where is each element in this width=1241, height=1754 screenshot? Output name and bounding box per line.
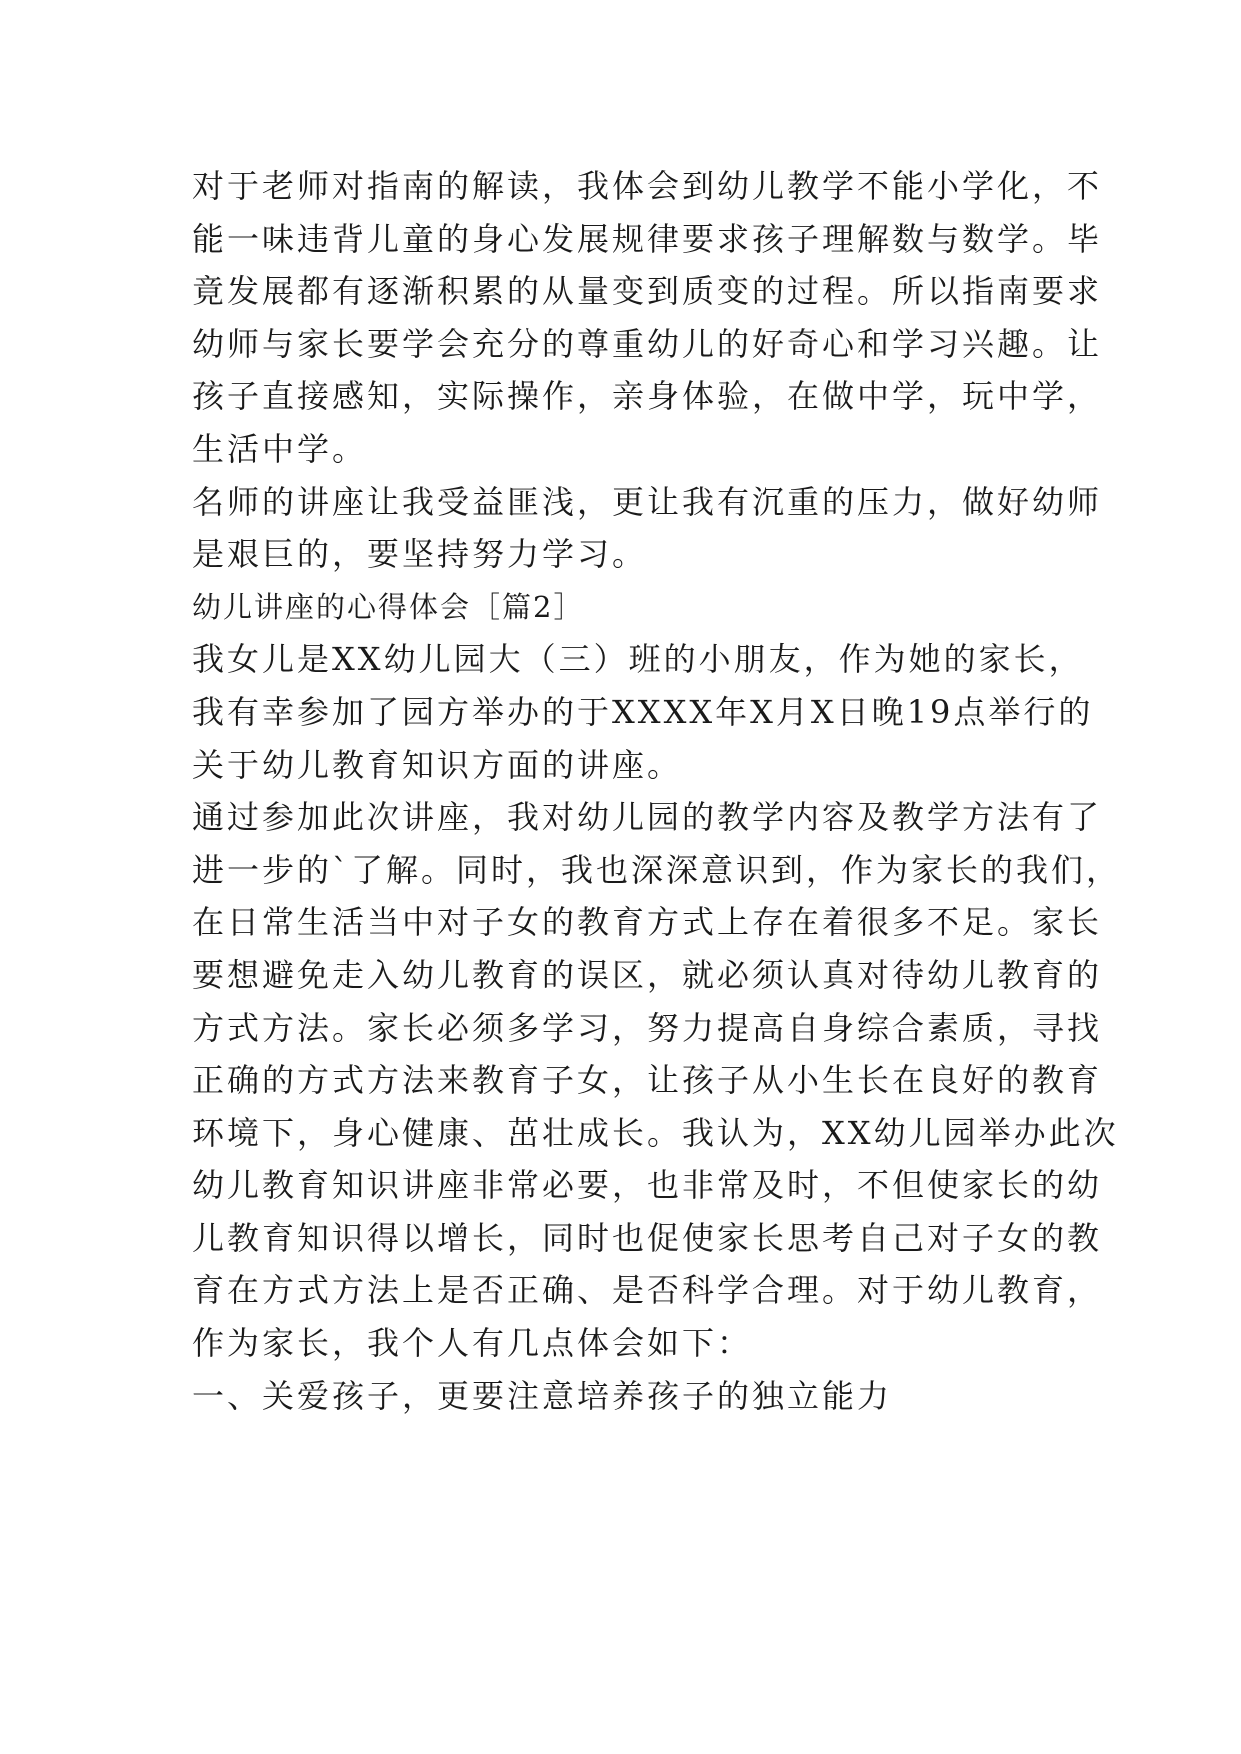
paragraph-line: 通过参加此次讲座，我对幼儿园的教学内容及教学方法有了 <box>192 798 1103 837</box>
paragraph-line: 进一步的`了解。同时，我也深深意识到，作为家长的我们， <box>192 850 1122 889</box>
paragraph-line: 育在方式方法上是否正确、是否科学合理。对于幼儿教育， <box>192 1271 1103 1310</box>
paragraph-line: 在日常生活当中对子女的教育方式上存在着很多不足。家长 <box>192 903 1103 942</box>
paragraph-line: 对于老师对指南的解读，我体会到幼儿教学不能小学化，不 <box>192 167 1103 205</box>
paragraph-line: 正确的方式方法来教育子女，让孩子从小生长在良好的教育 <box>192 1061 1103 1100</box>
paragraph-line: 能一味违背儿童的身心发展规律要求孩子理解数与数学。毕 <box>192 219 1103 258</box>
paragraph-line: 孩子直接感知，实际操作，亲身体验，在做中学，玩中学， <box>192 377 1103 416</box>
paragraph-line: 生活中学。 <box>192 429 368 468</box>
paragraph-line: 作为家长，我个人有几点体会如下： <box>192 1324 753 1363</box>
paragraph-line: 要想避免走入幼儿教育的误区，就必须认真对待幼儿教育的 <box>192 955 1103 994</box>
paragraph-line: 一、关爱孩子，更要注意培养孩子的独立能力 <box>192 1376 893 1415</box>
paragraph-line: 幼儿教育知识讲座非常必要，也非常及时，不但使家长的幼 <box>192 1166 1103 1205</box>
paragraph-line: 环境下，身心健康、茁壮成长。我认为，XX幼儿园举办此次 <box>192 1113 1119 1152</box>
paragraph-line: 是艰巨的，要坚持努力学习。 <box>192 535 648 574</box>
paragraph-line: 儿教育知识得以增长，同时也促使家长思考自己对子女的教 <box>192 1218 1103 1257</box>
paragraph-line: 竟发展都有逐渐积累的从量变到质变的过程。所以指南要求 <box>192 272 1103 311</box>
section-heading: 幼儿讲座的心得体会［篇2］ <box>192 589 585 624</box>
paragraph-line: 名师的讲座让我受益匪浅，更让我有沉重的压力，做好幼师 <box>192 482 1103 521</box>
paragraph-line: 幼师与家长要学会充分的尊重幼儿的好奇心和学习兴趣。让 <box>192 324 1103 363</box>
paragraph-line: 我女儿是XX幼儿园大（三）班的小朋友，作为她的家长， <box>192 640 1084 679</box>
paragraph-line: 关于幼儿教育知识方面的讲座。 <box>192 745 683 784</box>
document-body <box>192 160 1122 1422</box>
paragraph-line: 方式方法。家长必须多学习，努力提高自身综合素质，寻找 <box>192 1008 1103 1047</box>
paragraph-line: 我有幸参加了园方举办的于XXXX年X月X日晚19点举行的 <box>192 692 1094 731</box>
